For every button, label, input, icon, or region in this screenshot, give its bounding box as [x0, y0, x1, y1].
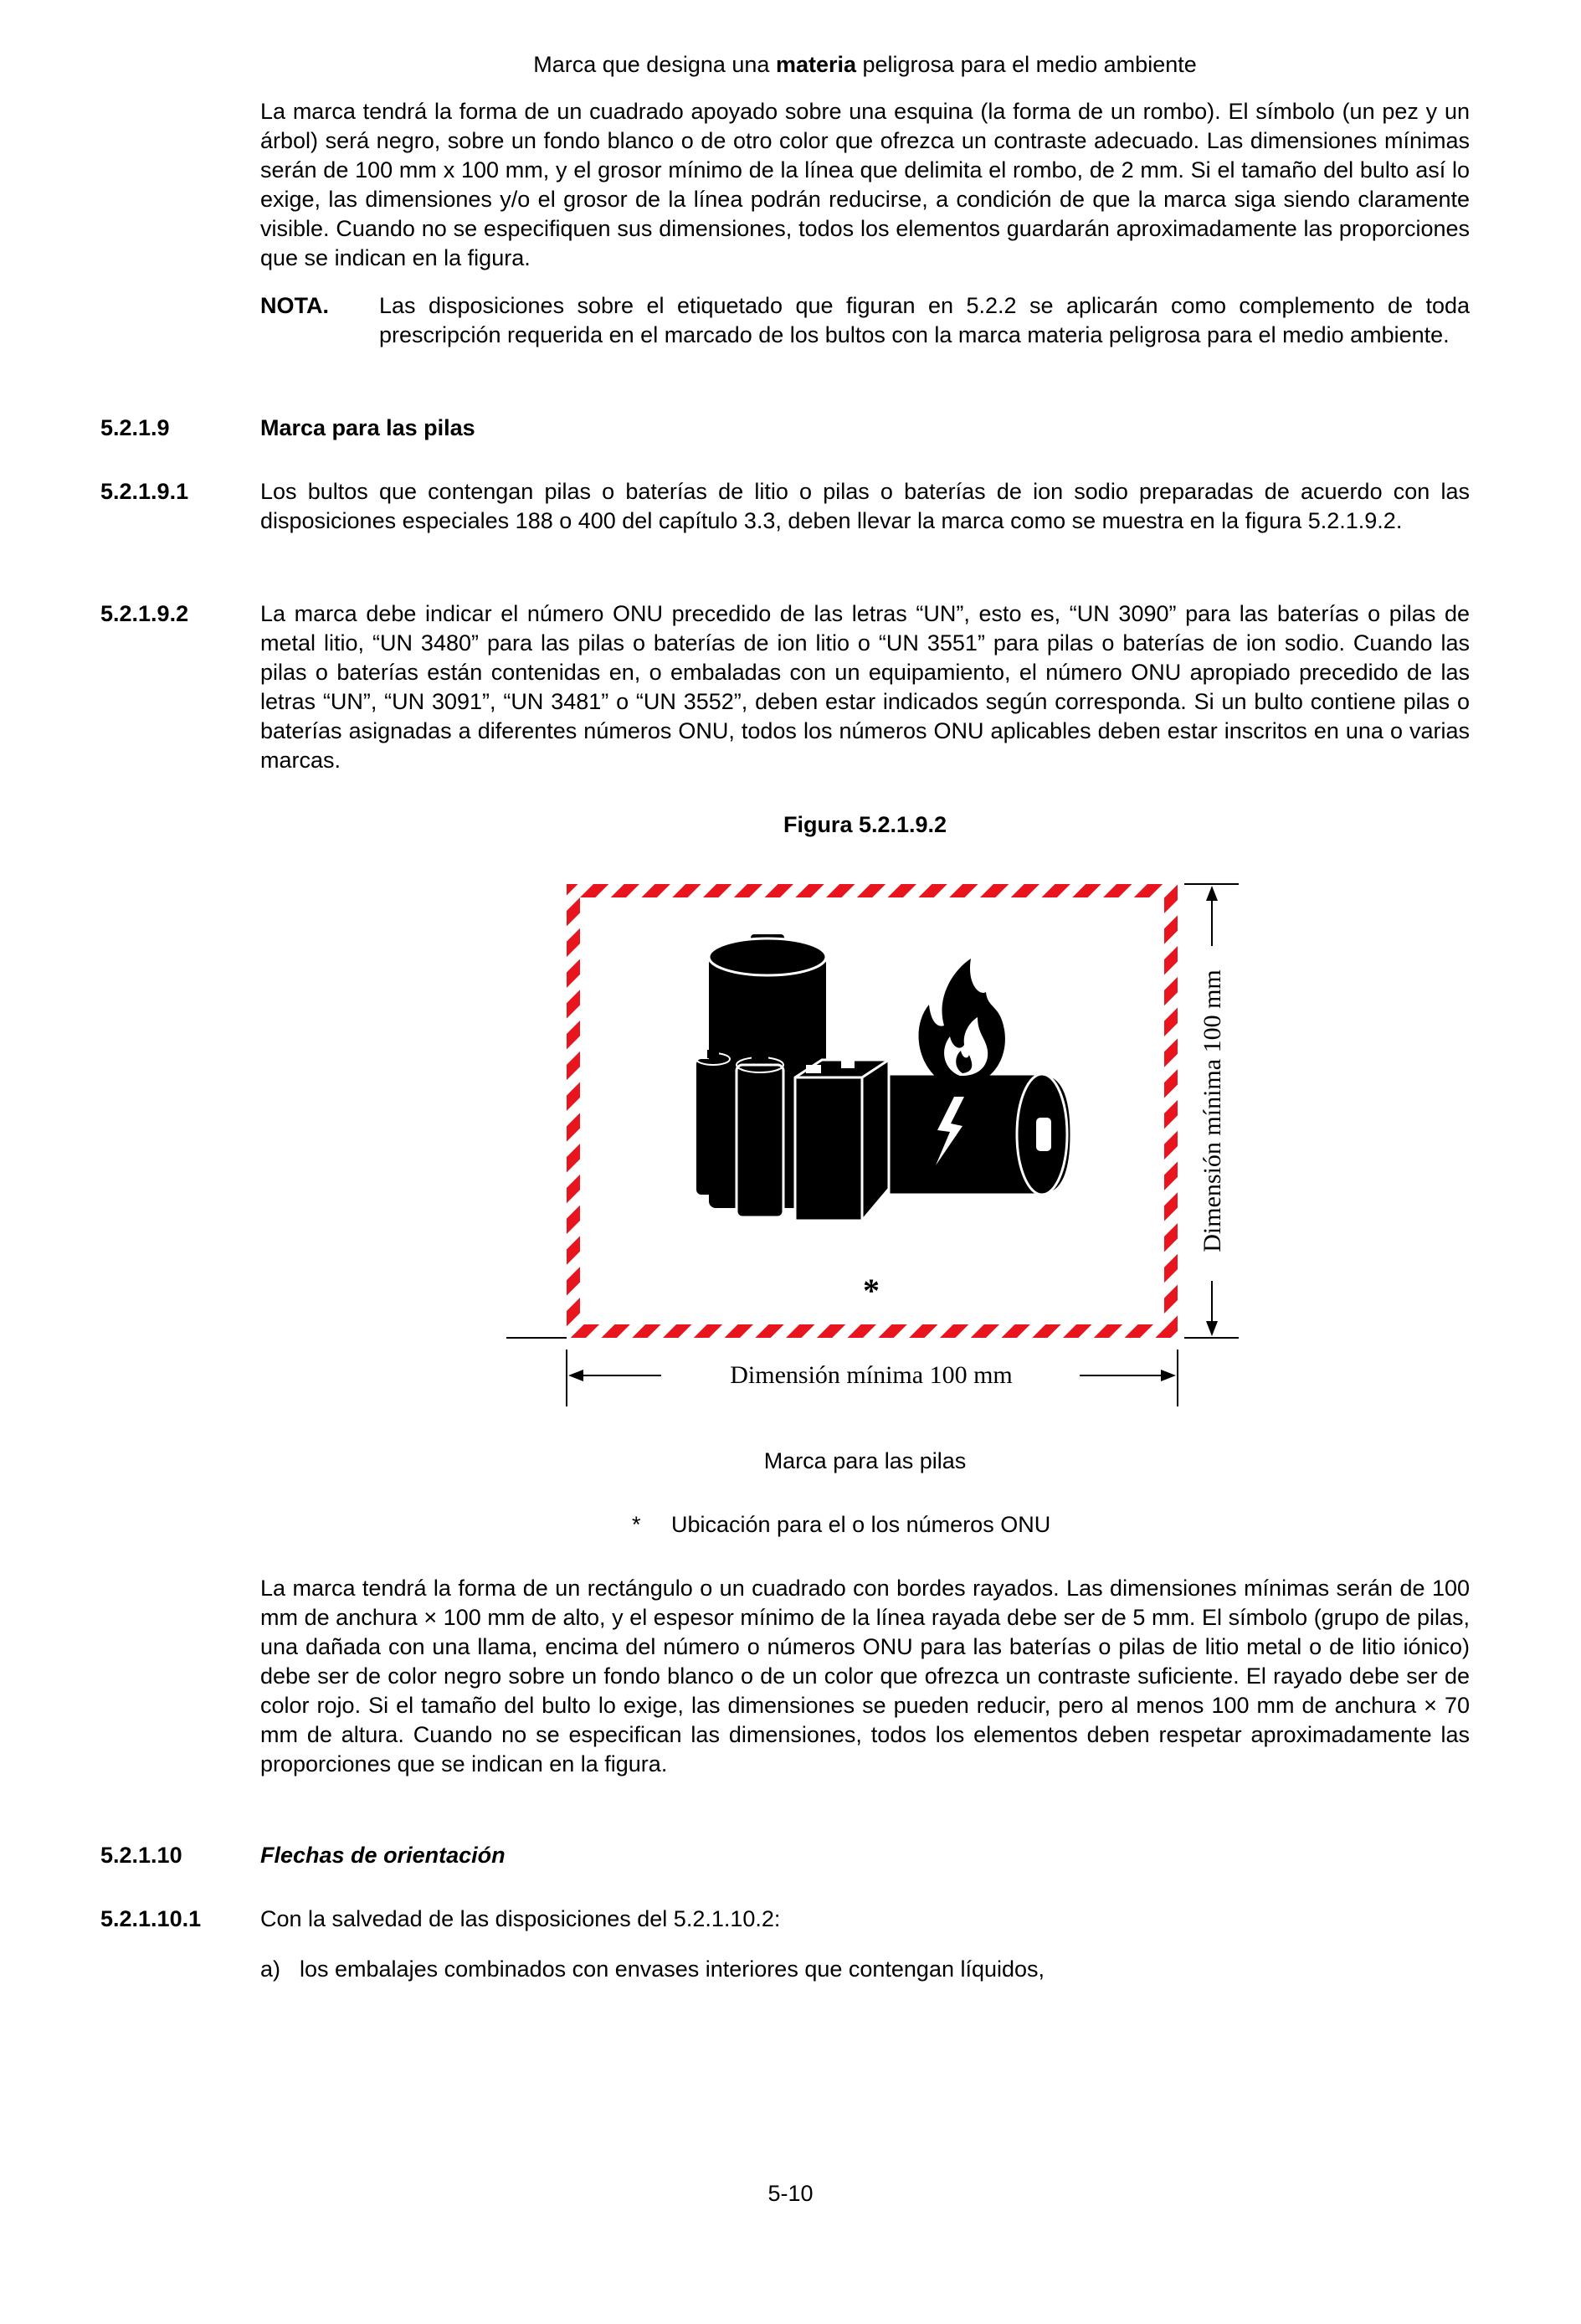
- arrow-right-icon: [1161, 1370, 1176, 1381]
- arrow-left-icon: [568, 1370, 583, 1381]
- section-text-521101: Con la salvedad de las disposiciones del 5.2.1.10.2:: [260, 1906, 781, 1931]
- section-number-5219: 5.2.1.9: [100, 415, 170, 440]
- un-number-placeholder: *: [863, 1272, 880, 1309]
- caption-post: peligrosa para el medio ambiente: [856, 52, 1197, 77]
- horizontal-dimension-label: Dimensión mínima 100 mm: [730, 1361, 1013, 1389]
- env-mark-paragraph: La marca tendrá la forma de un cuadrado apoyado sobre una esquina (la forma de un rombo). El símbolo (un pez y un árbol) será negro, sobre un fondo blanco o de otro color que ofrezca un contraste adecuado. Las dimensiones mínimas serán de 100 mm x 100 mm, y el grosor mínimo de la línea que delimita el rombo, de 2 mm. Si el tamaño del bulto así lo exige, las dimensiones y/o el grosor de la línea podrán reducirse, a condición de que la marca siga siendo claramente visible. Cuando no se especifiquen sus dimensiones, todos los elementos guardarán aproximadamente las proporciones que se indican en la figura.: [260, 99, 1470, 270]
- section-text-52192: La marca debe indicar el número ONU precedido de las letras “UN”, esto es, “UN 3090” para las baterías o pilas de metal litio, “UN 3480” para las pilas o baterías de ion litio o “UN 3551” para pilas o baterías de ion sodio. Cuando las pilas o baterías están contenidas en, o embaladas con un equipamiento, el número ONU apropiado precedido de las letras “UN”, “UN 3091”, “UN 3481” o “UN 3552”, deben estar indicados según corresponda. Si un bulto contiene pilas o baterías asignadas a diferentes números ONU, todos los números ONU aplicables deben estar inscritos en una o varias marcas.: [260, 601, 1470, 773]
- nota-text: Las disposiciones sobre el etiquetado que figuran en 5.2.2 se aplicarán como complemento de toda prescripción requerida en el marcado de los bultos con la marca materia peligrosa para el medio ambiente.: [379, 293, 1470, 347]
- section-text-52191: Los bultos que contengan pilas o baterías de litio o pilas o baterías de ion sodio preparadas de acuerdo con las disposiciones especiales 188 o 400 del capítulo 3.3, deben llevar la marca como se muestra en la figura 5.2.1.9.2.: [260, 479, 1470, 533]
- caption-bold: materia: [775, 52, 856, 77]
- section-number-52192: 5.2.1.9.2: [100, 601, 189, 626]
- battery-group-icon: [696, 934, 1071, 1221]
- thin-battery-icon: [696, 1059, 730, 1195]
- caption-pre: Marca que designa una: [533, 52, 776, 77]
- footnote-text: Ubicación para el o los números ONU: [671, 1512, 1051, 1537]
- nine-volt-battery-icon: [795, 1060, 889, 1221]
- list-item-marker: a): [260, 1956, 281, 1982]
- battery-mark-paragraph: La marca tendrá la forma de un rectángulo o un cuadrado con bordes rayados. Las dimensiones mínimas serán de 100 mm de anchura × 100 mm de alto, y el espesor mínimo de la línea rayada debe ser de 5 mm. El símbolo (grupo de pilas, una dañada con una llama, encima del número o números ONU para las baterías o pilas de litio metal o de litio iónico) debe ser de color negro sobre un fondo blanco o de un color que ofrezca un contraste suficiente. El rayado debe ser de color rojo. Si el tamaño del bulto lo exige, las dimensiones se pueden reducir, pero al menos 100 mm de anchura × 70 mm de altura. Cuando no se especifican las dimensiones, todos los elementos deben respetar aproximadamente las proporciones que se indican en la figura.: [260, 1576, 1470, 1776]
- medium-battery-icon: [737, 1065, 783, 1217]
- section-number-52191: 5.2.1.9.1: [100, 479, 189, 504]
- figure-title: Figura 5.2.1.9.2: [783, 812, 947, 837]
- footnote-mark: *: [632, 1512, 641, 1537]
- vertical-dimension-label: Dimensión mínima 100 mm: [1199, 969, 1226, 1252]
- figure-caption: Marca para las pilas: [763, 1448, 967, 1473]
- arrow-up-icon: [1206, 886, 1218, 901]
- nota-label: NOTA.: [260, 293, 329, 318]
- list-item-text: los embalajes combinados con envases interiores que contengan líquidos,: [300, 1956, 1045, 1982]
- env-mark-caption: [260, 50, 1470, 80]
- arrow-down-icon: [1206, 1321, 1218, 1336]
- battery-mark-figure: [494, 871, 1264, 1415]
- section-number-521101: 5.2.1.10.1: [100, 1906, 202, 1931]
- section-number-52110: 5.2.1.10: [100, 1843, 182, 1868]
- section-title-5219: Marca para las pilas: [260, 415, 475, 440]
- section-title-52110: Flechas de orientación: [260, 1843, 506, 1868]
- flame-icon: [919, 959, 1005, 1088]
- page-number: 5-10: [767, 2181, 814, 2206]
